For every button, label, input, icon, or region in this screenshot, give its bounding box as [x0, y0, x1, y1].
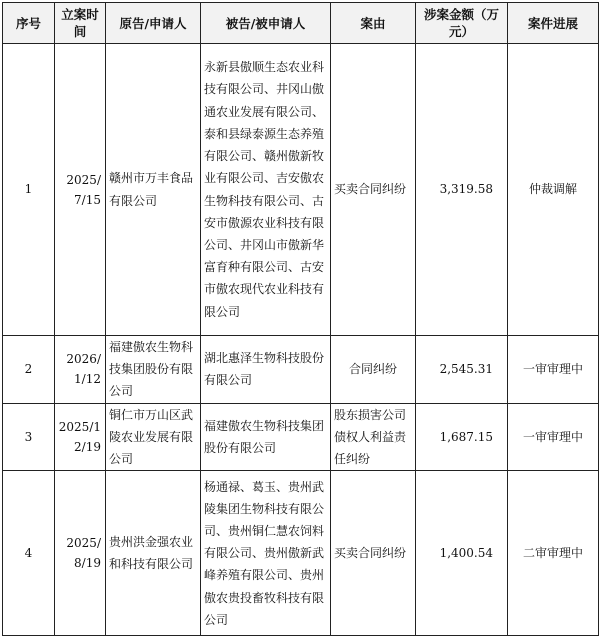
table-row [3, 471, 599, 636]
cell-filing-date: 2025/12/19 [55, 403, 106, 471]
cell-filing-date: 2025/7/15 [55, 44, 106, 336]
cell-seq: 1 [3, 44, 55, 336]
cell-amount: 1,687.15 [416, 403, 508, 471]
cell-cause: 合同纠纷 [331, 336, 416, 404]
header-plaintiff: 原告/申请人 [106, 3, 201, 44]
table-row [3, 336, 599, 404]
cell-progress: 仲裁调解 [508, 44, 599, 336]
cell-amount: 2,545.31 [416, 336, 508, 404]
cell-seq: 2 [3, 336, 55, 404]
cell-defendant: 福建傲农生物科技集团股份有限公司 [201, 403, 331, 471]
cell-amount: 3,319.58 [416, 44, 508, 336]
cell-plaintiff: 贵州洪金强农业和科技有限公司 [106, 471, 201, 636]
cell-progress: 二审审理中 [508, 471, 599, 636]
cell-defendant: 杨通禄、葛玉、贵州武陵集团生物科技有限公司、贵州铜仁慧农饲料有限公司、贵州傲新武峰养殖有限公司、贵州傲农贵投畜牧科技有限公司 [201, 471, 331, 636]
cell-defendant: 湖北惠泽生物科技股份有限公司 [201, 336, 331, 404]
cell-plaintiff: 福建傲农生物科技集团股份有限公司 [106, 336, 201, 404]
header-row [3, 3, 599, 44]
cell-cause: 股东损害公司债权人利益责任纠纷 [331, 403, 416, 471]
cell-seq: 4 [3, 471, 55, 636]
header-cause: 案由 [331, 3, 416, 44]
cell-progress: 一审审理中 [508, 336, 599, 404]
cell-filing-date: 2026/1/12 [55, 336, 106, 404]
cell-cause: 买卖合同纠纷 [331, 471, 416, 636]
header-seq: 序号 [3, 3, 55, 44]
cell-plaintiff: 赣州市万丰食品有限公司 [106, 44, 201, 336]
cell-filing-date: 2025/8/19 [55, 471, 106, 636]
header-progress: 案件进展 [508, 3, 599, 44]
cell-seq: 3 [3, 403, 55, 471]
litigation-table [2, 2, 599, 636]
cell-defendant: 永新县傲顺生态农业科技有限公司、井冈山傲通农业发展有限公司、泰和县绿泰源生态养殖有限公司、赣州傲新牧业有限公司、吉安傲农生物科技有限公司、古安市傲源农业科技有限公司、井冈山市傲新华富育种有限公司、古安市傲农现代农业科技有限公司 [201, 44, 331, 336]
cell-progress: 一审审理中 [508, 403, 599, 471]
table-row [3, 44, 599, 336]
table-row [3, 403, 599, 471]
cell-cause: 买卖合同纠纷 [331, 44, 416, 336]
cell-plaintiff: 铜仁市万山区武陵农业发展有限公司 [106, 403, 201, 471]
header-defendant: 被告/被申请人 [201, 3, 331, 44]
header-filing-date: 立案时间 [55, 3, 106, 44]
header-amount: 涉案金额（万元） [416, 3, 508, 44]
cell-amount: 1,400.54 [416, 471, 508, 636]
